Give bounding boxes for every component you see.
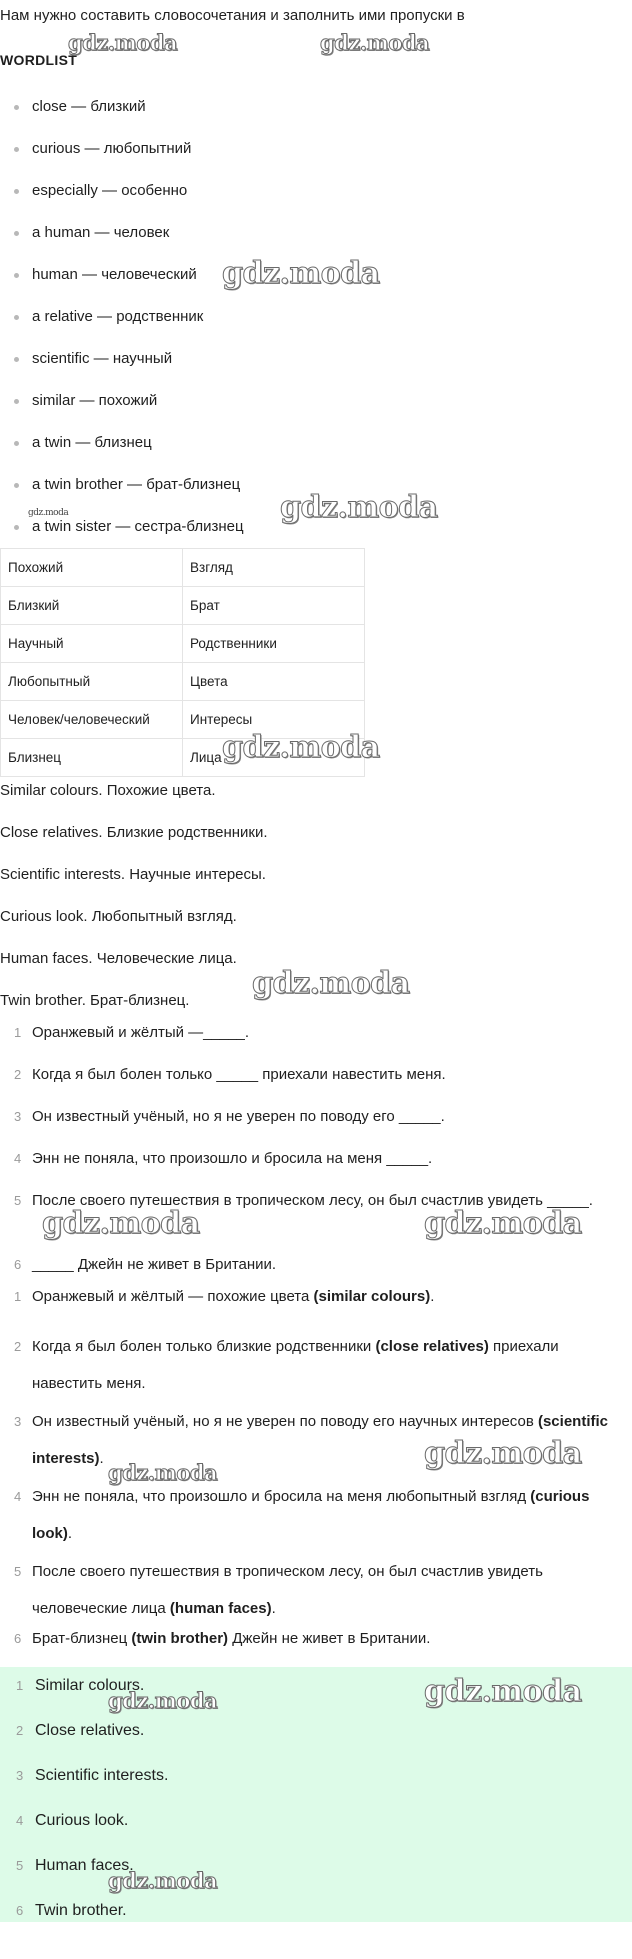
- solved-text: Когда я был болен только близкие родственники: [32, 1338, 376, 1355]
- wordlist-item-text: a human — человек: [32, 224, 170, 241]
- solved-item: [0, 1286, 632, 1328]
- answer-item: [0, 1900, 168, 1945]
- solved-item: [0, 1628, 632, 1668]
- solved-answer: (close relatives): [375, 1338, 489, 1355]
- item-number: 5: [14, 1564, 22, 1579]
- answer-item: [0, 1720, 168, 1765]
- wordlist-item-text: a twin sister — сестра-близнец: [32, 518, 244, 535]
- wordlist-item: [0, 432, 244, 474]
- task-text: _____ Джейн не живет в Британии.: [32, 1256, 277, 1273]
- table-cell: Человек/человеческий: [1, 701, 183, 739]
- table-row: [1, 587, 365, 625]
- bullet-icon: [14, 525, 19, 530]
- table-cell: Научный: [1, 625, 183, 663]
- task-text: Когда я был болен только _____ приехали навестить меня.: [32, 1066, 446, 1083]
- watermark: gdz.moda: [68, 30, 178, 55]
- table-cell: Похожий: [1, 549, 183, 587]
- wordlist-item-text: close — близкий: [32, 98, 146, 115]
- table-row: [1, 625, 365, 663]
- item-number: 6: [14, 1257, 22, 1272]
- solved-answer: (similar colours): [313, 1288, 431, 1305]
- answer-text: Close relatives.: [35, 1722, 145, 1739]
- phrase-item: Human faces. Человеческие лица.: [0, 950, 237, 967]
- item-number: 1: [14, 1025, 22, 1040]
- table-cell: Брат: [183, 587, 365, 625]
- solved-item: [0, 1478, 632, 1553]
- wordlist-title: WORDLIST: [0, 52, 78, 68]
- item-number: 1: [16, 1678, 24, 1693]
- answer-text: Human faces.: [35, 1857, 134, 1874]
- phrase-item: Similar colours. Похожие цвета.: [0, 782, 216, 799]
- watermark: gdz.moda: [424, 1674, 582, 1709]
- wordlist-item-text: a relative — родственник: [32, 308, 204, 325]
- wordlist-item: [0, 348, 244, 390]
- phrase-item: Curious look. Любопытный взгляд.: [0, 908, 237, 925]
- solved-item: [0, 1553, 632, 1628]
- watermark: gdz.moda: [280, 490, 438, 525]
- watermark: gdz.moda: [424, 1436, 582, 1471]
- task-item: [0, 1254, 632, 1276]
- watermark: gdz.moda: [42, 1206, 200, 1241]
- wordlist-item-text: a twin — близнец: [32, 434, 152, 451]
- watermark: gdz.moda: [424, 1206, 582, 1241]
- wordlist-item: [0, 222, 244, 264]
- bullet-icon: [14, 315, 19, 320]
- wordlist-item-text: human — человеческий: [32, 266, 197, 283]
- bullet-icon: [14, 231, 19, 236]
- table-cell: Родственники: [183, 625, 365, 663]
- wordlist: [0, 96, 244, 558]
- item-number: 6: [16, 1903, 24, 1918]
- task-item: [0, 1064, 632, 1106]
- item-number: 1: [14, 1289, 22, 1304]
- task-text: Он известный учёный, но я не уверен по поводу его _____.: [32, 1108, 445, 1125]
- wordlist-item: [0, 138, 244, 180]
- intro-text: Нам нужно составить словосочетания и заполнить ими пропуски в: [0, 7, 465, 24]
- item-number: 6: [14, 1631, 22, 1646]
- item-number: 2: [14, 1339, 22, 1354]
- table-cell: Близнец: [1, 739, 183, 777]
- item-number: 5: [16, 1858, 24, 1873]
- watermark: gdz.moda: [108, 1460, 218, 1485]
- table-cell: Лица: [183, 739, 365, 777]
- table-cell: Интересы: [183, 701, 365, 739]
- bullet-icon: [14, 399, 19, 404]
- solved-answer: (human faces): [169, 1600, 272, 1617]
- answer-list: [0, 1675, 168, 1945]
- solved-text: .: [271, 1600, 276, 1617]
- wordlist-item: [0, 96, 244, 138]
- bullet-icon: [14, 189, 19, 194]
- wordlist-item-text: similar — похожий: [32, 392, 158, 409]
- solved-answer: (scientific interests): [32, 1413, 608, 1467]
- table-cell: Близкий: [1, 587, 183, 625]
- wordlist-item: [0, 180, 244, 222]
- table-cell: Взгляд: [183, 549, 365, 587]
- solved-answer: (curious look): [32, 1488, 590, 1542]
- phrase-item: Close relatives. Близкие родственники.: [0, 824, 268, 841]
- solved-text: Энн не поняла, что произошло и бросила на меня любопытный взгляд: [32, 1488, 531, 1505]
- solved-text: Джейн не живет в Британии.: [228, 1630, 431, 1647]
- bullet-icon: [14, 147, 19, 152]
- solved-text: После своего путешествия в тропическом лесу, он был счастлив увидеть человеческие лица: [32, 1563, 543, 1617]
- bullet-icon: [14, 441, 19, 446]
- item-number: 3: [14, 1414, 22, 1429]
- table-cell: Любопытный: [1, 663, 183, 701]
- wordlist-item-text: curious — любопытний: [32, 140, 192, 157]
- wordlist-item-text: a twin brother — брат-близнец: [32, 476, 241, 493]
- solved-text: Он известный учёный, но я не уверен по поводу его научных интересов: [32, 1413, 538, 1430]
- item-number: 4: [16, 1813, 24, 1828]
- task-text: Оранжевый и жёлтый —_____.: [32, 1024, 250, 1041]
- bullet-icon: [14, 105, 19, 110]
- table-row: [1, 549, 365, 587]
- answer-text: Similar colours.: [35, 1677, 145, 1694]
- wordlist-item-text: scientific — научный: [32, 350, 173, 367]
- solved-text: .: [67, 1525, 73, 1542]
- answer-text: Twin brother.: [35, 1902, 127, 1919]
- item-number: 3: [16, 1768, 24, 1783]
- wordlist-item: [0, 390, 244, 432]
- bullet-icon: [14, 273, 19, 278]
- wordlist-item: [0, 306, 244, 348]
- watermark: gdz.moda: [108, 1868, 218, 1893]
- bullet-icon: [14, 357, 19, 362]
- watermark: gdz.moda: [28, 508, 69, 518]
- solved-text: .: [430, 1288, 435, 1305]
- task-item: [0, 1106, 632, 1148]
- table-row: [1, 663, 365, 701]
- answer-text: Scientific interests.: [35, 1767, 169, 1784]
- item-number: 2: [16, 1723, 24, 1738]
- solved-list: [0, 1286, 632, 1668]
- bullet-icon: [14, 483, 19, 488]
- task-item: [0, 1022, 632, 1064]
- watermark: gdz.moda: [320, 30, 430, 55]
- wordlist-item-text: especially — особенно: [32, 182, 188, 199]
- item-number: 5: [14, 1193, 22, 1208]
- task-item: [0, 1148, 632, 1190]
- task-text: После своего путешествия в тропическом лесу, он был счастлив увидеть _____.: [32, 1192, 593, 1209]
- solved-item: [0, 1328, 632, 1403]
- watermark: gdz.moda: [222, 730, 380, 765]
- solved-text: .: [99, 1450, 104, 1467]
- answer-text: Curious look.: [35, 1812, 129, 1829]
- table-cell: Цвета: [183, 663, 365, 701]
- watermark: gdz.moda: [252, 966, 410, 1001]
- item-number: 2: [14, 1067, 22, 1082]
- solved-answer: (twin brother): [131, 1630, 229, 1647]
- item-number: 3: [14, 1109, 22, 1124]
- task-text: Энн не поняла, что произошло и бросила на меня _____.: [32, 1150, 433, 1167]
- solved-text: приехали навестить меня.: [32, 1338, 559, 1392]
- phrase-list: [0, 780, 268, 1032]
- wordlist-item: [0, 264, 244, 306]
- solved-text: Оранжевый и жёлтый — похожие цвета: [32, 1288, 314, 1305]
- answer-item: [0, 1765, 168, 1810]
- phrase-item: Scientific interests. Научные интересы.: [0, 866, 266, 883]
- solved-text: Брат-близнец: [32, 1630, 132, 1647]
- item-number: 4: [14, 1489, 22, 1504]
- watermark: gdz.moda: [222, 256, 380, 291]
- watermark: gdz.moda: [108, 1688, 218, 1713]
- phrase-item: Twin brother. Брат-близнец.: [0, 992, 190, 1009]
- item-number: 4: [14, 1151, 22, 1166]
- answer-item: [0, 1810, 168, 1855]
